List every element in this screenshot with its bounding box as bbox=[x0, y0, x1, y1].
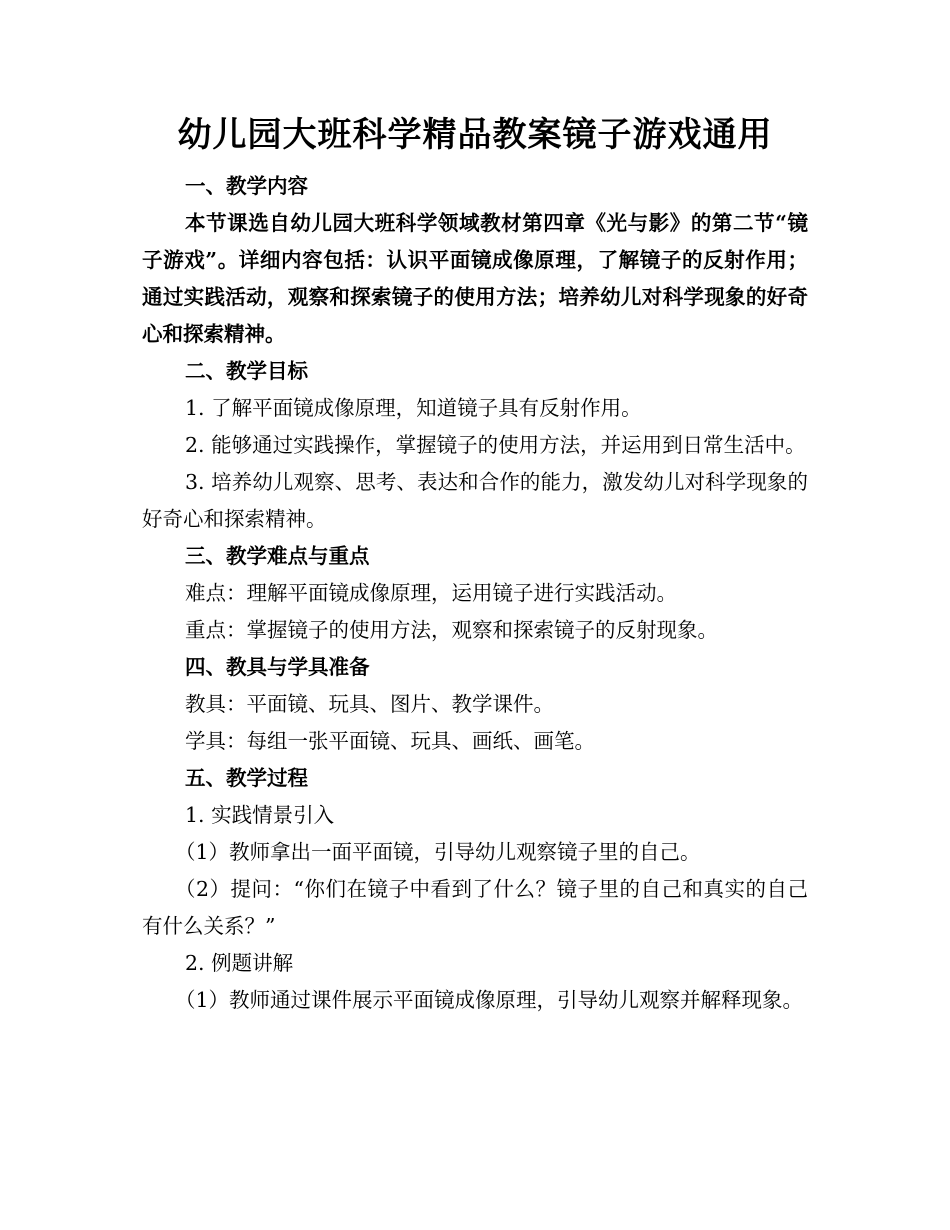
section-heading-materials: 四、教具与学具准备 bbox=[185, 655, 370, 679]
section-heading-teaching-goals: 二、教学目标 bbox=[185, 359, 308, 383]
key-point-text: 重点：掌握镜子的使用方法，观察和探索镜子的反射现象。 bbox=[185, 618, 718, 642]
section-heading-teaching-content: 一、教学内容 bbox=[185, 174, 308, 198]
process-step-1-title: 1. 实践情景引入 bbox=[185, 803, 335, 827]
difficulty-text: 难点：理解平面镜成像原理，运用镜子进行实践活动。 bbox=[185, 581, 677, 605]
document-title: 幼儿园大班科学精品教案镜子游戏通用 bbox=[177, 115, 773, 155]
goal-item-3: 3. 培养幼儿观察、思考、表达和合作的能力，激发幼儿对科学现象的好奇心和探索精神。 bbox=[142, 470, 808, 531]
goal-item-1: 1. 了解平面镜成像原理，知道镜子具有反射作用。 bbox=[185, 396, 642, 420]
section-heading-difficulties: 三、教学难点与重点 bbox=[185, 544, 370, 568]
process-step-2-title: 2. 例题讲解 bbox=[185, 951, 294, 975]
document-body bbox=[142, 168, 808, 1019]
goal-item-2: 2. 能够通过实践操作，掌握镜子的使用方法，并运用到日常生活中。 bbox=[185, 433, 806, 457]
process-step-1-item-2: （2）提问：“你们在镜子中看到了什么？镜子里的自己和真实的自己有什么关系？” bbox=[142, 877, 808, 938]
learning-aids-text: 学具：每组一张平面镜、玩具、画纸、画笔。 bbox=[185, 729, 595, 753]
process-step-2-item-1: （1）教师通过课件展示平面镜成像原理，引导幼儿观察并解释现象。 bbox=[175, 988, 804, 1012]
paragraph-course-description: 本节课选自幼儿园大班科学领域教材第四章《光与影》的第二节“镜子游戏”。详细内容包括：认识平面镜成像原理，了解镜子的反射作用；通过实践活动，观察和探索镜子的使用方法；培养幼儿对科学现象的好奇心和探索精神。 bbox=[142, 211, 808, 346]
process-step-1-item-1: （1）教师拿出一面平面镜，引导幼儿观察镜子里的自己。 bbox=[175, 840, 701, 864]
section-heading-process: 五、教学过程 bbox=[185, 766, 308, 790]
teaching-aids-text: 教具：平面镜、玩具、图片、教学课件。 bbox=[185, 692, 554, 716]
